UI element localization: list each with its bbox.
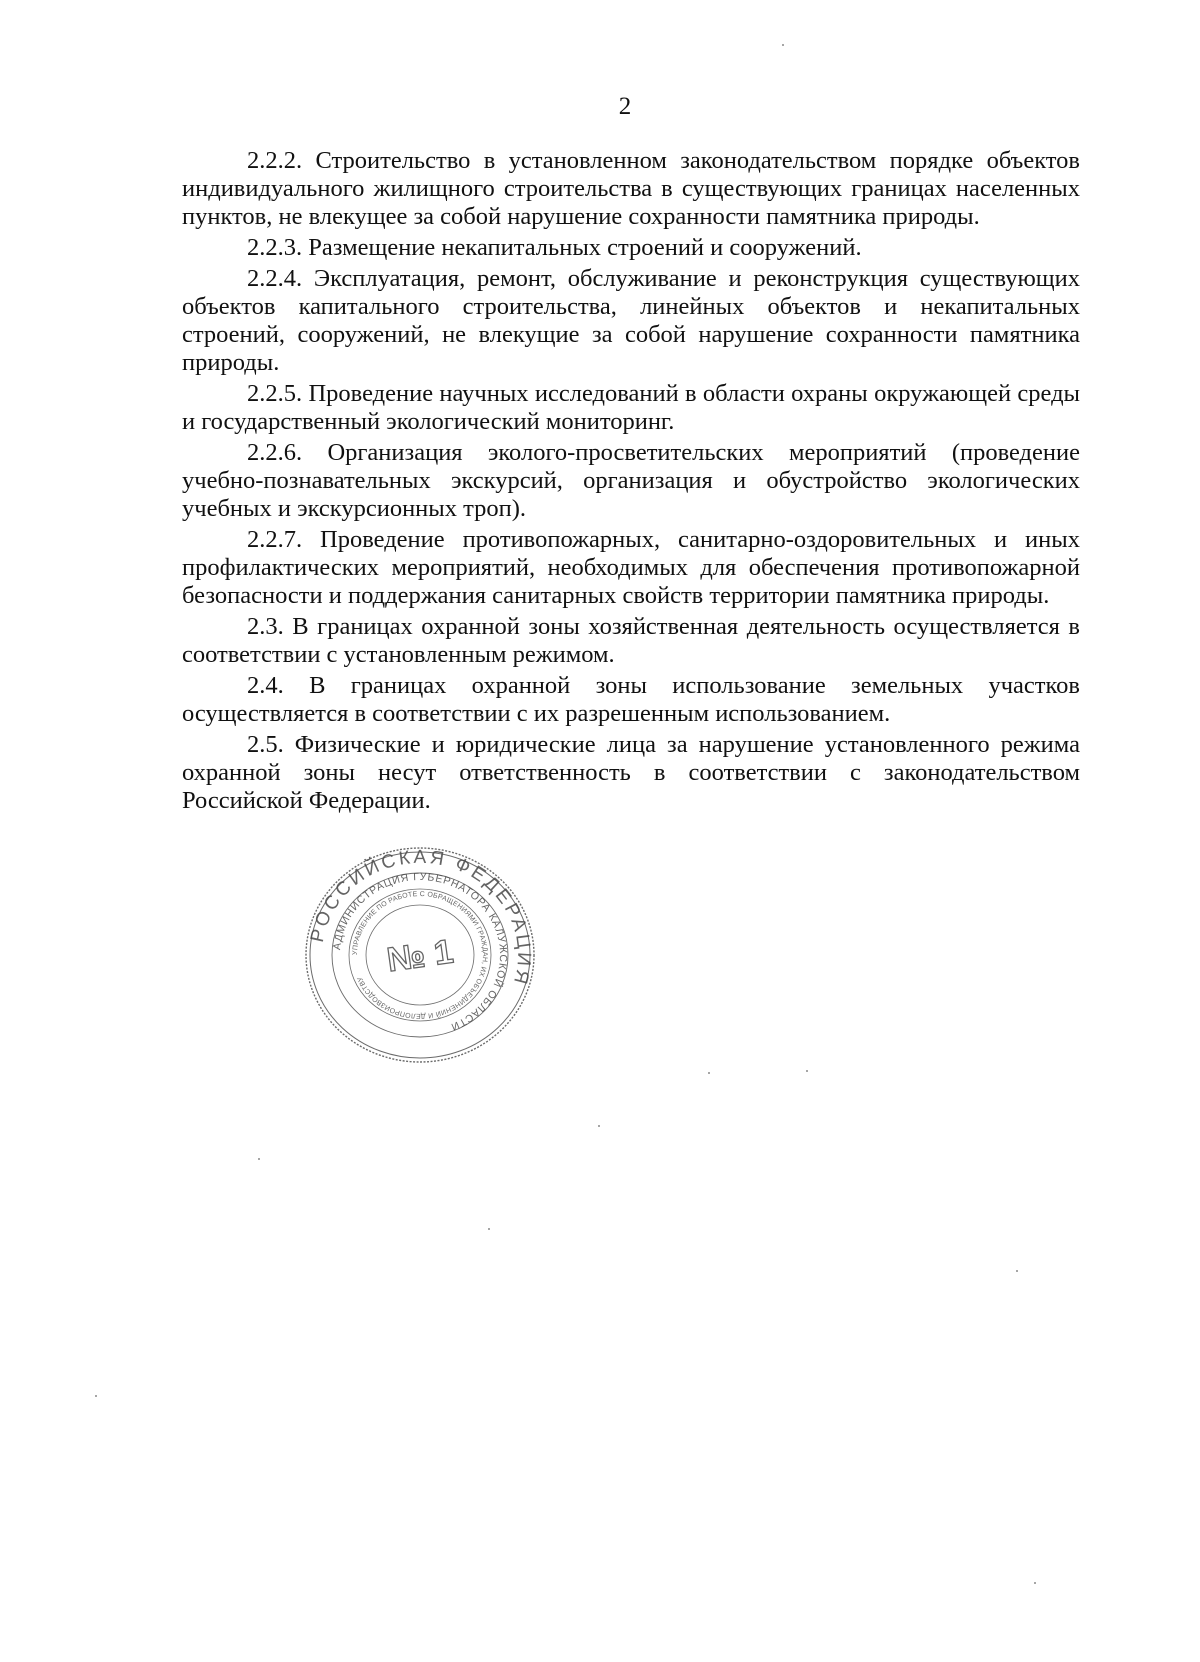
scan-speck [95, 1395, 97, 1397]
paragraph-2-2-6: 2.2.6. Организация эколого-просветительских мероприятий (проведение учебно-познавательных экскурсий, организация и обустройство экологических учебных и экскурсионных троп). [182, 439, 1080, 522]
seal-outer-text: РОССИЙСКАЯ ФЕДЕРАЦИЯ [306, 846, 535, 989]
seal-center-number: № 1 [384, 932, 456, 980]
seal-middle-text: АДМИНИСТРАЦИЯ ГУБЕРНАТОРА КАЛУЖСКОЙ ОБЛАСТИ [331, 870, 510, 1033]
scan-speck [598, 1125, 600, 1127]
official-seal-stamp [300, 840, 540, 1070]
page-number: 2 [618, 93, 632, 120]
scan-speck [806, 1070, 808, 1072]
seal-icon [300, 840, 540, 1070]
scan-speck [488, 1228, 490, 1230]
scan-speck [1016, 1270, 1018, 1272]
scan-speck [782, 44, 784, 46]
scan-speck [1034, 1582, 1036, 1584]
paragraph-2-3: 2.3. В границах охранной зоны хозяйственная деятельность осуществляется в соответствии с установленным режимом. [182, 613, 1080, 668]
paragraph-2-2-2: 2.2.2. Строительство в установленном законодательством порядке объектов индивидуального жилищного строительства в существующих границах населенных пунктов, не влекущее за собой нарушение сохранности памятника природы. [182, 147, 1080, 230]
paragraph-2-2-4: 2.2.4. Эксплуатация, ремонт, обслуживание и реконструкция существующих объектов капитального строительства, линейных объектов и некапитальных строений, сооружений, не влекущие за собой нарушение сохранности памятника природы. [182, 265, 1080, 376]
seal-inner-text: УПРАВЛЕНИЕ ПО РАБОТЕ С ОБРАЩЕНИЯМИ ГРАЖДАН, ИХ ОБЪЕДИНЕНИЙ И ДЕЛОПРОИЗВОДСТВУ [351, 890, 489, 1020]
paragraph-2-2-7: 2.2.7. Проведение противопожарных, санитарно-оздоровительных и иных профилактических мероприятий, необходимых для обеспечения противопожарной безопасности и поддержания санитарных свойств территории памятника природы. [182, 526, 1080, 609]
paragraph-2-2-3: 2.2.3. Размещение некапитальных строений и сооружений. [247, 234, 862, 261]
document-body [182, 147, 1080, 818]
paragraph-2-2-5: 2.2.5. Проведение научных исследований в области охраны окружающей среды и государственный экологический мониторинг. [182, 380, 1080, 435]
paragraph-2-4: 2.4. В границах охранной зоны использование земельных участков осуществляется в соответствии с их разрешенным использованием. [182, 672, 1080, 727]
scan-speck [258, 1158, 260, 1160]
paragraph-2-5: 2.5. Физические и юридические лица за нарушение установленного режима охранной зоны несут ответственность в соответствии с законодательством Российской Федерации. [182, 731, 1080, 814]
scan-speck [708, 1072, 710, 1074]
